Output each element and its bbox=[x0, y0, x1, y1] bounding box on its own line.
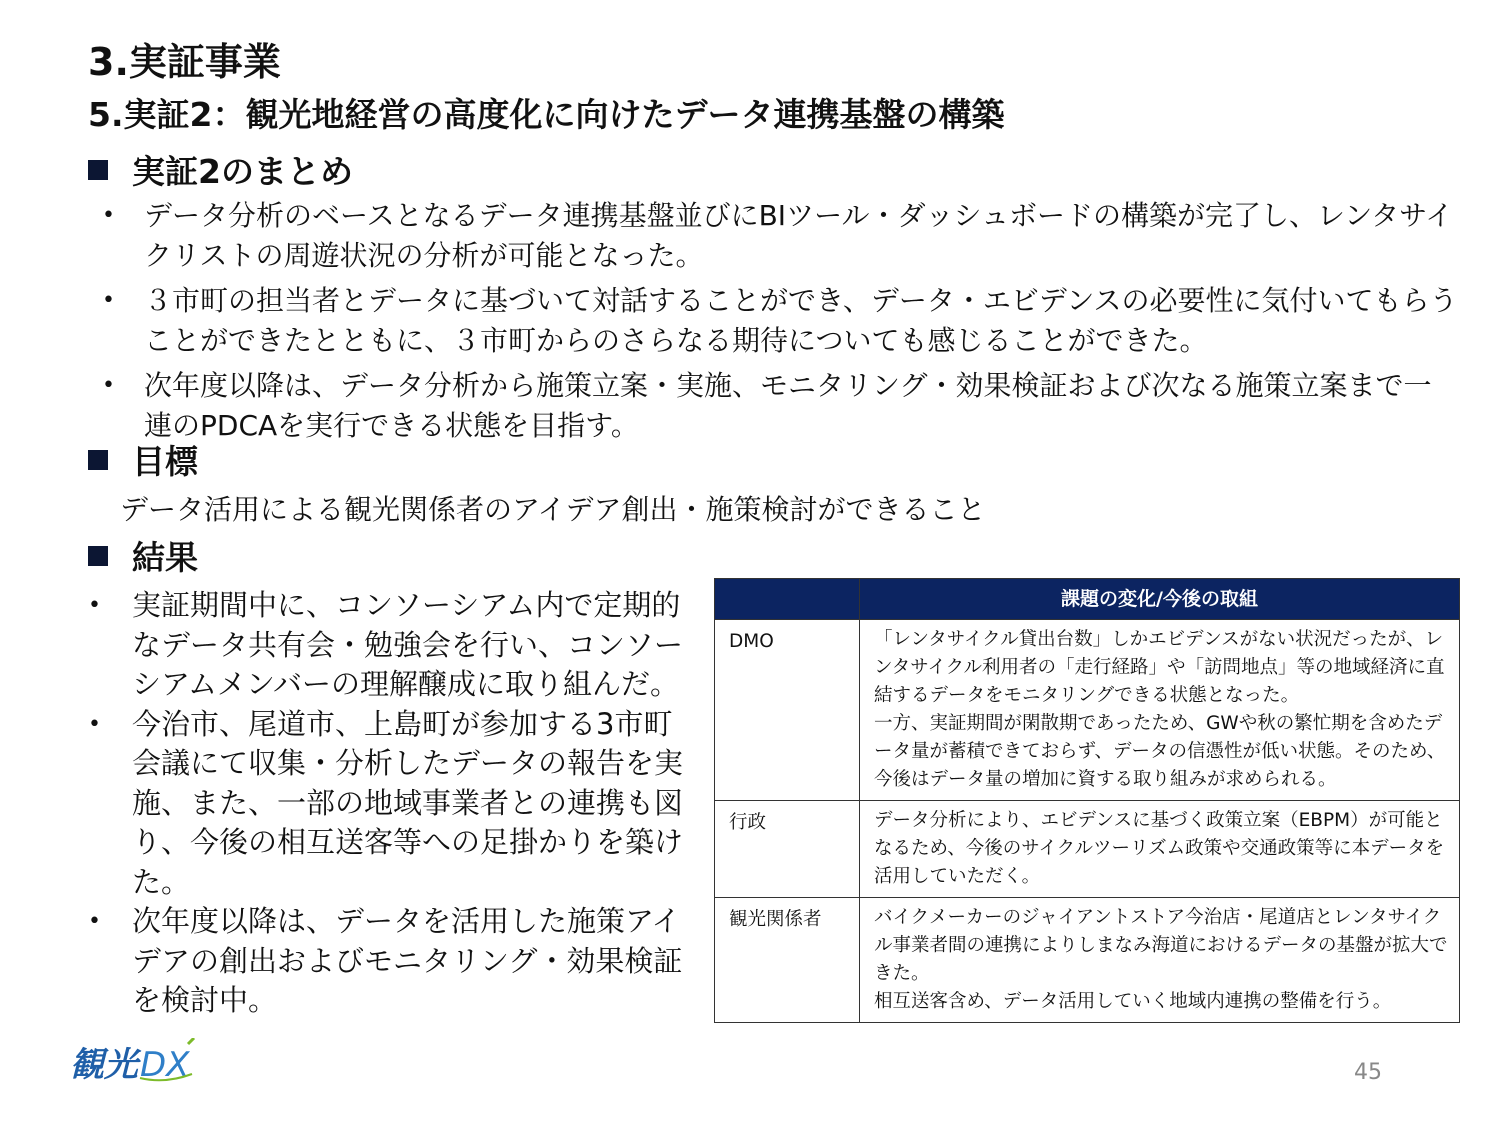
row-text: 「レンタサイクル貸出台数」しかエビデンスがない状況だったが、レンタサイクル利用者の「走行経路」や「訪問地点」等の地域経済に直結するデータをモニタリングできる状態となった。 bbox=[874, 629, 1445, 706]
row-text: 相互送客含め、データ活用していく地域内連携の整備を行う。 bbox=[874, 991, 1392, 1012]
table-header-empty bbox=[715, 579, 860, 620]
page-number: 45 bbox=[1354, 1060, 1382, 1085]
list-item: • 次年度以降は、データを活用した施策アイデアの創出およびモニタリング・効果検証を検討中。 bbox=[88, 902, 698, 1021]
table-header-row bbox=[715, 579, 1460, 620]
table-header-issues: 課題の変化/今後の取組 bbox=[860, 579, 1460, 620]
page-title: 3.実証事業 bbox=[88, 40, 281, 84]
row-label: 観光関係者 bbox=[715, 898, 860, 1023]
row-content bbox=[860, 801, 1460, 898]
row-text: データ分析により、エビデンスに基づく政策立案（EBPM）が可能となるため、今後のサイクルツーリズム政策や交通政策等に本データを活用していただく。 bbox=[874, 810, 1445, 887]
row-content bbox=[860, 620, 1460, 801]
list-item: • 今治市、尾道市、上島町が参加する3市町会議にて収集・分析したデータの報告を実施、また、一部の地域事業者との連携も図り、今後の相互送客等への足掛かりを築けた。 bbox=[88, 705, 698, 903]
row-text: 一方、実証期間が閑散期であったため、GWや秋の繁忙期を含めたデータ量が蓄積できておらず、データの信憑性が低い状態。そのため、今後はデータ量の増加に資する取り組みが求められる。 bbox=[874, 713, 1446, 790]
list-item: • ３市町の担当者とデータに基づいて対話することができ、データ・エビデンスの必要性に気付いてもらうことができたとともに、３市町からのさらなる期待についても感じることができた。 bbox=[98, 281, 1458, 361]
issues-table bbox=[714, 578, 1460, 1023]
result-heading-text: 結果 bbox=[132, 538, 198, 577]
summary-heading bbox=[88, 150, 353, 194]
row-label: 行政 bbox=[715, 801, 860, 898]
square-bullet-icon bbox=[88, 450, 108, 470]
row-text: バイクメーカーのジャイアントストア今治店・尾道店とレンタサイクル事業者間の連携によりしまなみ海道におけるデータの基盤が拡大できた。 bbox=[874, 907, 1448, 984]
kanko-dx-logo bbox=[70, 1038, 200, 1084]
table-row bbox=[715, 620, 1460, 801]
list-item: • データ分析のベースとなるデータ連携基盤並びにBIツール・ダッシュボードの構築が完了し、レンタサイクリストの周遊状況の分析が可能となった。 bbox=[98, 196, 1458, 276]
square-bullet-icon bbox=[88, 160, 108, 180]
svg-text:観光: 観光 bbox=[70, 1045, 138, 1084]
row-content bbox=[860, 898, 1460, 1023]
table-row bbox=[715, 898, 1460, 1023]
goal-heading bbox=[88, 440, 198, 484]
list-item: • 次年度以降は、データ分析から施策立案・実施、モニタリング・効果検証および次なる施策立案まで一連のPDCAを実行できる状態を目指す。 bbox=[98, 366, 1458, 446]
summary-heading-text: 実証2のまとめ bbox=[132, 152, 353, 191]
result-heading bbox=[88, 536, 198, 580]
list-item: • 実証期間中に、コンソーシアム内で定期的なデータ共有会・勉強会を行い、コンソーシアムメンバーの理解醸成に取り組んだ。 bbox=[88, 586, 698, 705]
page-subtitle: 5.実証2：観光地経営の高度化に向けたデータ連携基盤の構築 bbox=[88, 95, 1005, 134]
svg-text:DX: DX bbox=[140, 1045, 190, 1084]
table-row bbox=[715, 801, 1460, 898]
square-bullet-icon bbox=[88, 546, 108, 566]
goal-heading-text: 目標 bbox=[132, 442, 198, 481]
summary-list bbox=[98, 196, 1458, 451]
row-label: DMO bbox=[715, 620, 860, 801]
goal-text: データ活用による観光関係者のアイデア創出・施策検討ができること bbox=[120, 493, 986, 526]
result-list bbox=[88, 586, 698, 1021]
